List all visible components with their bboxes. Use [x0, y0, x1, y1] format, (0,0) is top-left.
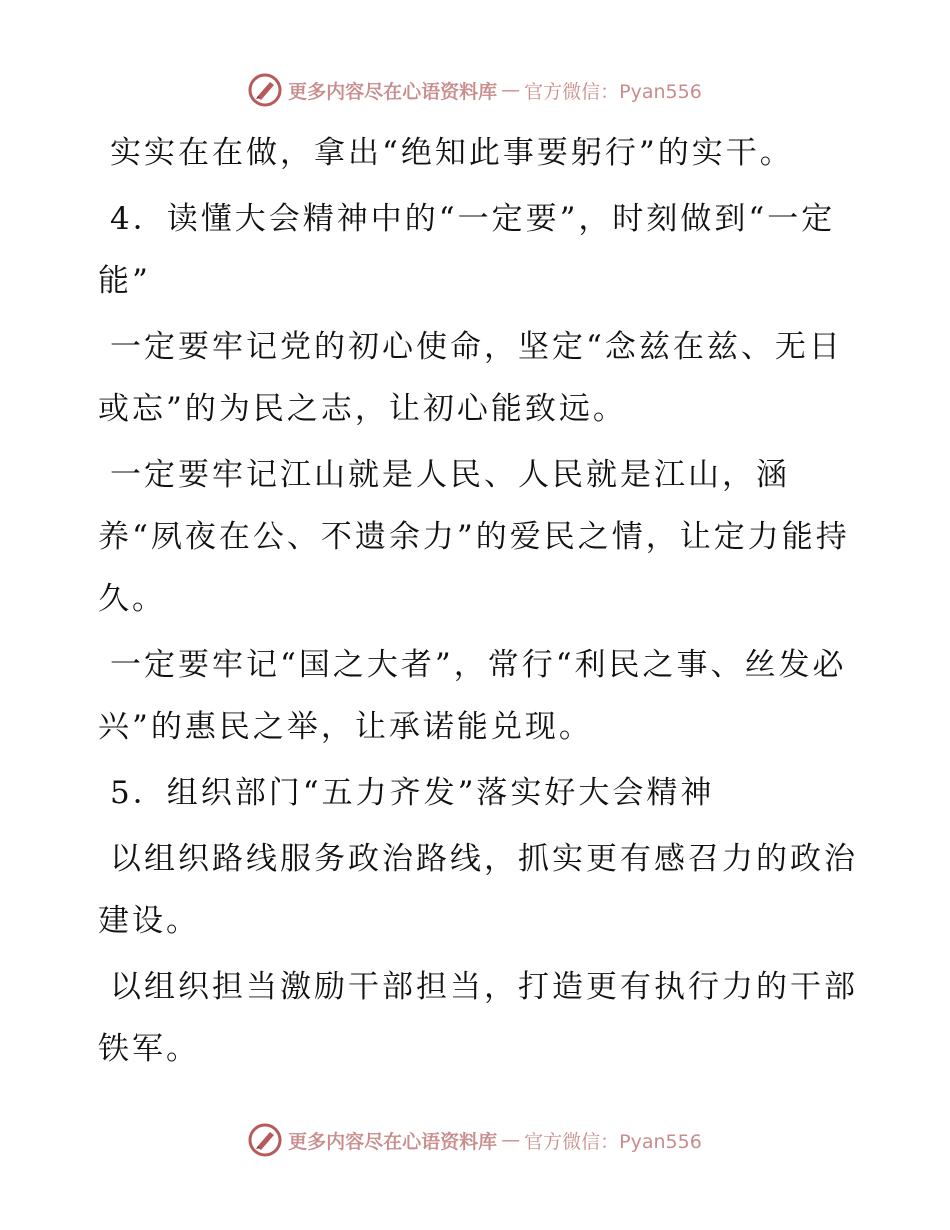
quill-logo-icon: [248, 73, 282, 107]
footer-separator: —: [501, 1129, 521, 1151]
quill-logo-icon: [248, 1123, 282, 1157]
paragraph: 一定要牢记江山就是人民、人民就是江山，涵养“夙夜在公、不遗余力”的爱民之情，让定力能持久。: [98, 457, 850, 617]
header-site-text: 更多内容尽在心语资料库: [288, 80, 498, 103]
paragraph: 一定要牢记党的初心使命，坚定“念兹在兹、无日或忘”的为民之志，让初心能致远。: [98, 329, 843, 427]
paragraph: 一定要牢记“国之大者”，常行“利民之事、丝发必兴”的惠民之举，让承诺能兑现。: [98, 647, 847, 745]
header-wechat-label: 官方微信：Pyan556: [524, 80, 702, 103]
section-heading: 4．读懂大会精神中的“一定要”，时刻做到“一定能”: [98, 201, 836, 299]
section-heading: 5．组织部门“五力齐发”落实好大会精神: [110, 775, 715, 811]
footer-site-text: 更多内容尽在心语资料库: [288, 1130, 498, 1153]
paragraph: 以组织路线服务政治路线，抓实更有感召力的政治建设。: [98, 841, 858, 939]
document-body: [98, 122, 858, 1084]
footer-banner-content: [248, 1123, 702, 1157]
header-banner-content: [248, 73, 702, 107]
footer-banner: [0, 1120, 950, 1160]
paragraph: 实实在在做，拿出“绝知此事要躬行”的实干。: [110, 135, 794, 171]
footer-wechat-label: 官方微信：Pyan556: [524, 1130, 702, 1153]
header-separator: —: [501, 79, 521, 101]
header-banner: [0, 70, 950, 110]
paragraph: 以组织担当激励干部担当，打造更有执行力的干部铁军。: [98, 969, 858, 1067]
